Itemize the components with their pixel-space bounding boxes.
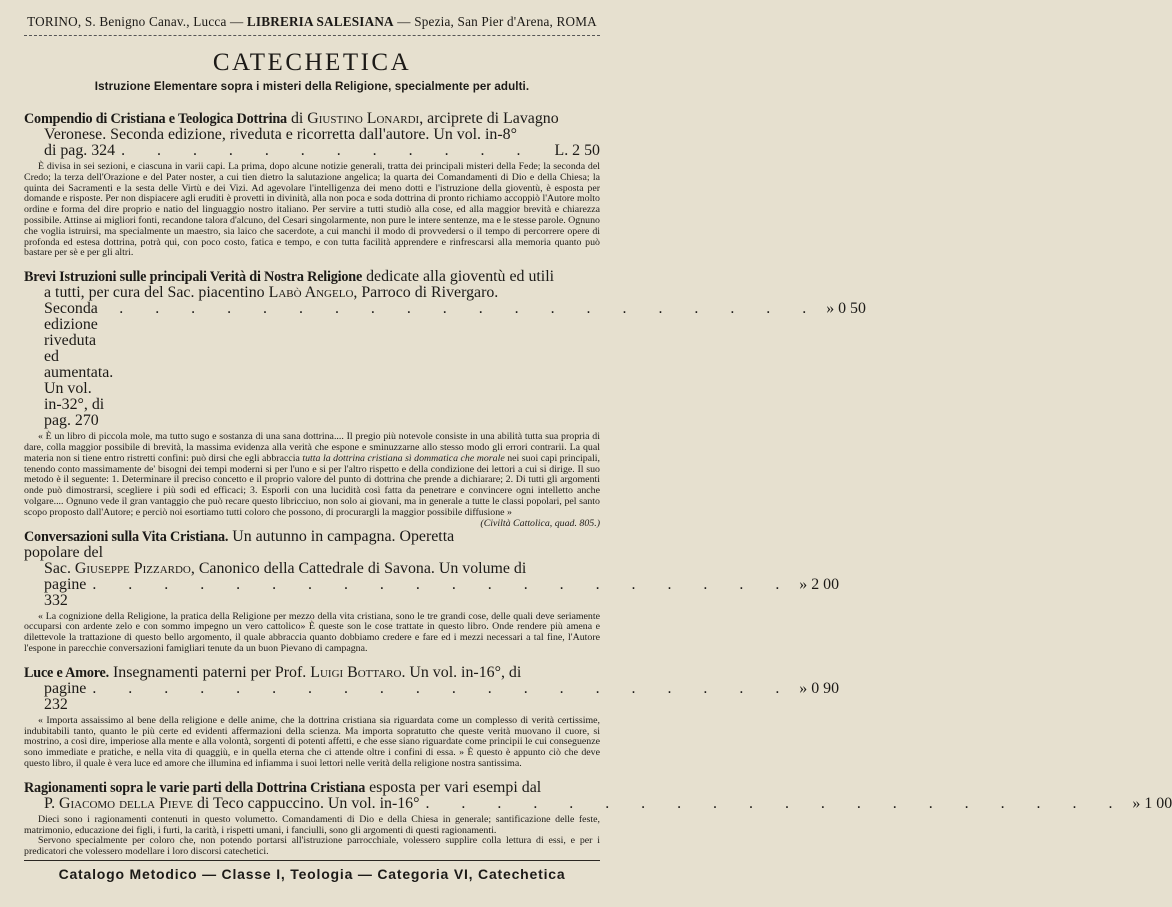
header-publisher: LIBRERIA SALESIANA [246,14,394,29]
entry-details: Veronese. Seconda edizione, riveduta e ricorretta dall'autore. Un vol. in-8° [44,126,517,143]
footer-divider [24,860,600,861]
entry-details: a tutti, per cura del Sac. piacentino [44,284,265,302]
entry-author: Giustino Lonardi [307,110,420,127]
entry-details: , Canonico della Cattedrale di Savona. Un volume di [190,559,527,577]
header-left-cities: TORINO, S. Benigno Canav., Lucca [27,14,227,29]
header-separator: — [230,14,244,29]
catalog-entry [24,778,1172,858]
entry-title: Brevi Istruzioni sulle principali Verità di Nostra Religione [24,269,363,286]
entry-heading [24,778,1172,812]
entry-price-line [24,794,1172,812]
entry-pages: pagine 232 [44,679,87,713]
catalog-entry [24,111,600,259]
section-subtitle: Istruzione Elementare sopra i misteri della Religione, specialmente per adulti. [94,80,530,93]
publisher-header [24,14,600,30]
entry-description-text: È divisa in sei sezioni, e ciascuna in varii capi. La prima, dopo alcune notizie generali, tratta dei principali misteri della Fede; la seconda del Credo; la terza dell'Orazione e del Pater noster, a cui tien dietro la salutazione angelica; la quarta dei Comandamenti di Dio e della Chiesa; la quinta dei Sacramenti e la sesta delle Virtù e dei Vizi. Ad agevolare l'intelligenza dei meno dotti e l'istruzione della gioventù, è esposta per domande e risposte. Per non dispiacere agli eruditi è provetti in divinità, alla non poca e soda dottrina di pronto richiamo accoppiò l'Autore molto ordine e forma del dire proprio e natio del linguaggio nostro italiano. Per servire a tutti studiò alla cose, ed alla maggior brevità e chiarezza possibile. Attinse ai migliori fonti, recandone talora d'alcuno, del Cesari singolarmente, non pure le intere sentenze, ma e le stesse parole. Ognuno che voglia istruirsi, ma specialmente un maestro, sia laico che sacerdote, a cui manchi il modo di provvedersi o il tempo di percorrere opere di profonda ed estesa dottrina, potrà qui, con poco costo, fatica e tempo, e con tutta facilità apprendere e rinfrescarsi alla memoria quanto può bastare per sè e per gli altri. [24,161,600,259]
entry-details: dedicate alla gioventù ed utili [366,268,555,286]
review-citation: (Civiltà Cattolica, quad. 805.) [480,517,600,529]
entry-review-text [24,431,600,529]
price-leader: . . . . . . . . . . . . [121,142,535,159]
entry-title: Ragionamenti sopra le varie parti della Dottrina Cristiana [24,779,366,796]
entry-details: Un autunno in campagna. Operetta popolare del [24,527,455,561]
entry-author: Luigi Bottaro [310,663,402,681]
entry-details: , arciprete di Lavagno [419,110,559,127]
entry-price: » 0 90 [799,679,840,697]
entry-details: Sac. [44,559,71,577]
entry-price: » 1 00 [1132,794,1172,812]
entry-heading [24,527,840,609]
review-italic-text: tutta la dottrina cristiana sì dommatica che morale [302,452,505,464]
entry-heading [24,111,600,159]
entry-description-text: Dieci sono i ragionamenti contenuti in questo volumetto. Comandamenti di Dio e della Chiesa in generale; santificazione delle feste, matrimonio, educazione dei figli, i furti, la carità, i rispetti umani, i fanciulli, sono gli argomenti di questi ragionamenti. [24,813,600,836]
entry-details: , Parroco di Rivergaro. [353,284,499,302]
catalog-entry [24,268,866,529]
entry-description [24,612,600,655]
header-right-cities: Spezia, San Pier d'Arena, ROMA [414,14,597,29]
entry-details: Insegnamenti paterni per Prof. [112,663,307,681]
entry-details: . Un vol. in-16°, di [401,663,522,681]
catalog-entry [24,527,840,655]
header-divider [24,35,600,36]
entry-description [24,815,600,858]
entry-description [24,716,600,770]
price-leader: . . . . . . . . . . . . . . . . . . . . [425,794,1127,812]
entry-details: di Teco cappuccino. Un vol. in-16° [196,794,420,812]
entry-heading [24,663,840,713]
price-leader: . . . . . . . . . . . . . . . . . . . . [92,575,794,593]
catalog-entry [24,663,840,770]
price-leader: . . . . . . . . . . . . . . . . . . . . [92,679,794,697]
entry-description-text: « Importa assaissimo al bene della religione e delle anime, che la dottrina cristiana sia riguardata come un complesso di verità certissime, indubitabili tanto, quanto le più certe ed evidenti affermazioni della scienza. Ma importa sopratutto che queste verità muovano il cuore, si mostrino, a così dire, imperiose alla mente e alla volontà, sorgenti di potenti affetti, e che esse siano riguardate come principii le cui conseguenze sono immediate e pratiche, e nella vita di quaggiù, e in quella eterna che ci attende oltre i confini di essa. » È questo è appunto ciò che deve questo libro, il quale è vera luce ed amore che illumina ed infiamma i suoi lettori nelle verità della religione nostra santissima. [24,714,600,769]
entry-details-line [24,561,600,577]
entry-price-line [24,143,600,159]
entry-heading [24,268,866,430]
price-leader: . . . . . . . . . . . . . . . . . . . . [119,300,821,318]
entry-author-prefix: di [290,110,304,127]
entry-title: Conversazioni sulla Vita Cristiana. [24,528,229,545]
entry-review [24,431,600,529]
entry-title: Compendio di Cristiana e Teologica Dottrina [24,111,287,127]
entry-details-line [24,285,600,301]
entry-details-line [44,796,419,812]
entry-description-text: « La cognizione della Religione, la pratica della Religione per mezzo della vita cristiana, sono le tre grandi cose, delle quali deve seriamente occuparsi con ardente zelo e con sommo impegno un vero cattolico» È queste son le cose trattate in questo libro. Onde rendere più amena e dilettevole la trattazione di questo bello argomento, il quale abbraccia quanto dobbiamo credere e fare ed i mezzi necessari a tal fine, l'Autore l'espone in parecchie conversazioni famigliari tenute da un buon Pievano di campagna. [24,610,600,654]
entry-description [24,162,600,259]
entry-author: Labò Angelo [268,284,354,302]
review-text: « È un libro di piccola mole, ma tutto sugo e sostanza di una sana dottrina.... Il pregio più notevole consiste in una abilità tutta sua propria di dare, colla maggior possibile di brevità, la massima evidenza alla verità che espone e sminuzzarne allo stesso modo gli errori contrarii. La qual materia non si tiene entro ristretti confini: può dirsi che egli abbraccia [24,431,600,464]
entry-description-text: Servono specialmente per coloro che, non potendo portarsi all'istruzione parrocchiale, volessero supplire colla lettura di essi, e per i predicatori che volessero modellare i loro discorsi catechetici. [24,835,600,858]
entry-pages: di pag. 324 [44,142,116,159]
header-separator: — [397,14,411,29]
entry-price-line [24,575,840,609]
entry-author: P. Giacomo della Pieve [44,794,193,812]
review-text: nei suoi capi principali, tenendo conto massimamente de' bisogni dei tempi moderni si per l'uno e si per l'altro rispetto e della condizione dei lettori a cui si dirige. Il suo metodo è il seguente: 1. Determinare il preciso concetto e il proprio valore del punto di dottrina che prende a dichiarare; 2. Di tutti gli argomenti onde può dimostrarsi, scegliere i più sodi ed efficaci; 3. Esporli con una lucidità così fatta da penetrare e convincere ogni intelletto anche volgare.... Ognuno vede il gran vantaggio che può recare questo libricciuo, non solo ai giovani, ma in generale a tutte le classi popolari, pel santo scopo proposto dall'Autore; e perciò noi esortiamo tutti coloro che possono, di procurargli la maggior possibile diffusione » [24,452,600,518]
entry-price-line [24,679,840,713]
entry-pages: pagine 332 [44,575,87,609]
entry-title: Luce e Amore. [24,664,109,681]
section-title: CATECHETICA [212,49,412,76]
entry-price: L. 2 50 [554,142,600,159]
entry-price: » 2 00 [799,575,840,593]
catalog-footer: Catalogo Metodico — Classe I, Teologia — Categoria VI, Catechetica [58,866,566,882]
entry-author: Giuseppe Pizzardo [74,559,191,577]
entry-details: Seconda edizione riveduta ed aumentata. Un vol. in-32°, di pag. 270 [44,300,114,430]
entry-details: esposta per vari esempi dal [369,778,542,796]
entry-price-line [24,300,866,430]
entry-price: » 0 50 [826,300,866,318]
